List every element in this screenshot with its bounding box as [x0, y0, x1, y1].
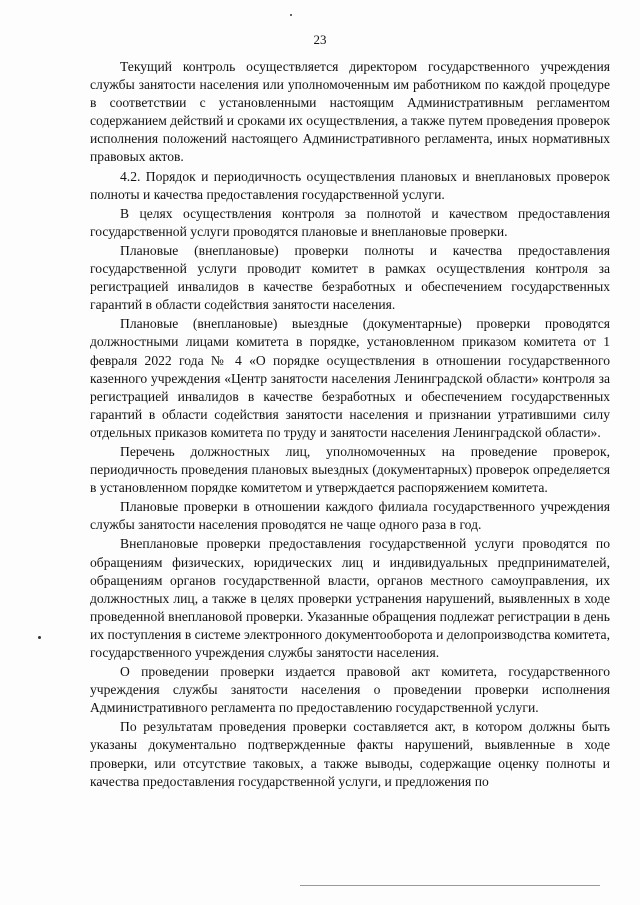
paragraph-legal-act: О проведении проверки издается правовой акт комитета, государственного учреждения службы занятости населения о проведении проверки исполнения Административного регламента по предоставлению государственной услуги. [90, 664, 610, 716]
scan-edge-line [300, 885, 600, 886]
paragraph-inspection-results: По результатам проведения проверки составляется акт, в котором должны быть указаны документально подтвержденные факты нарушений, выявленные в ходе проверки, или отсутствие таковых, а также выводы, содержащие оценку полноты и качества предоставления государственной услуги, и предложения по [90, 719, 610, 789]
scan-speck [38, 636, 41, 639]
scan-speck [290, 14, 292, 16]
paragraph-branch-frequency: Плановые проверки в отношении каждого филиала государственного учреждения службы занятости населения проводятся не чаще одного раза в год. [90, 499, 610, 533]
paragraph-section-4-2-heading: 4.2. Порядок и периодичность осуществления плановых и внеплановых проверок полноты и качества предоставления государственной услуги. [90, 168, 610, 202]
paragraph-current-control: Текущий контроль осуществляется директором государственного учреждения службы занятости населения или уполномоченным им работником по каждой процедуре в соответствии с установленными настоящим Административным регламентом содержанием действий и сроками их осуществления, а также путем проведения проверок исполнения положений настоящего Административного регламента, иных нормативных правовых актов. [90, 59, 611, 165]
paragraph-field-inspections: Плановые (внеплановые) выездные (документарные) проверки проводятся должностными лицами комитета в порядке, установленном приказом комитета от 1 февраля 2022 года № 4 «О порядке осуществления в отношении государственного казенного учреждения «Центр занятости населения Ленинградской области» контроля за регистрацией инвалидов в качестве безработных и обеспечением государственных гарантий в области содействия занятости населения и признании утратившими силу отдельных приказов комитета по труду и занятости населения Ленинградской области». [90, 316, 610, 440]
paragraph-unscheduled-inspections: Внеплановые проверки предоставления государственной услуги проводятся по обращениям физических, юридических лиц и индивидуальных предпринимателей, обращениям органов государственной власти, органов местного самоуправления, их должностных лиц, а также в целях проверки устранения нарушений, выявленных в ходе проведенной внеплановой проверки. Указанные обращения подлежат регистрации в день их поступления в системе электронного документооборота и делопроизводства комитета, государственного учреждения службы занятости населения. [90, 536, 610, 660]
page-number: 23 [313, 32, 327, 47]
document-body [90, 58, 610, 791]
paragraph-control-purpose: В целях осуществления контроля за полнотой и качеством предоставления государственной услуги проводятся плановые и внеплановые проверки. [90, 205, 610, 239]
paragraph-officials-list: Перечень должностных лиц, уполномоченных на проведение проверок, периодичность проведения плановых выездных (документарных) проверок определяется в установленном порядке комитетом и утверждается распоряжением комитета. [90, 443, 610, 496]
paragraph-committee-inspections: Плановые (внеплановые) проверки полноты и качества предоставления государственной услуги проводит комитет в рамках осуществления контроля за регистрацией инвалидов в качестве безработных и обеспечением государственных гарантий в области содействия занятости населения. [90, 242, 610, 313]
